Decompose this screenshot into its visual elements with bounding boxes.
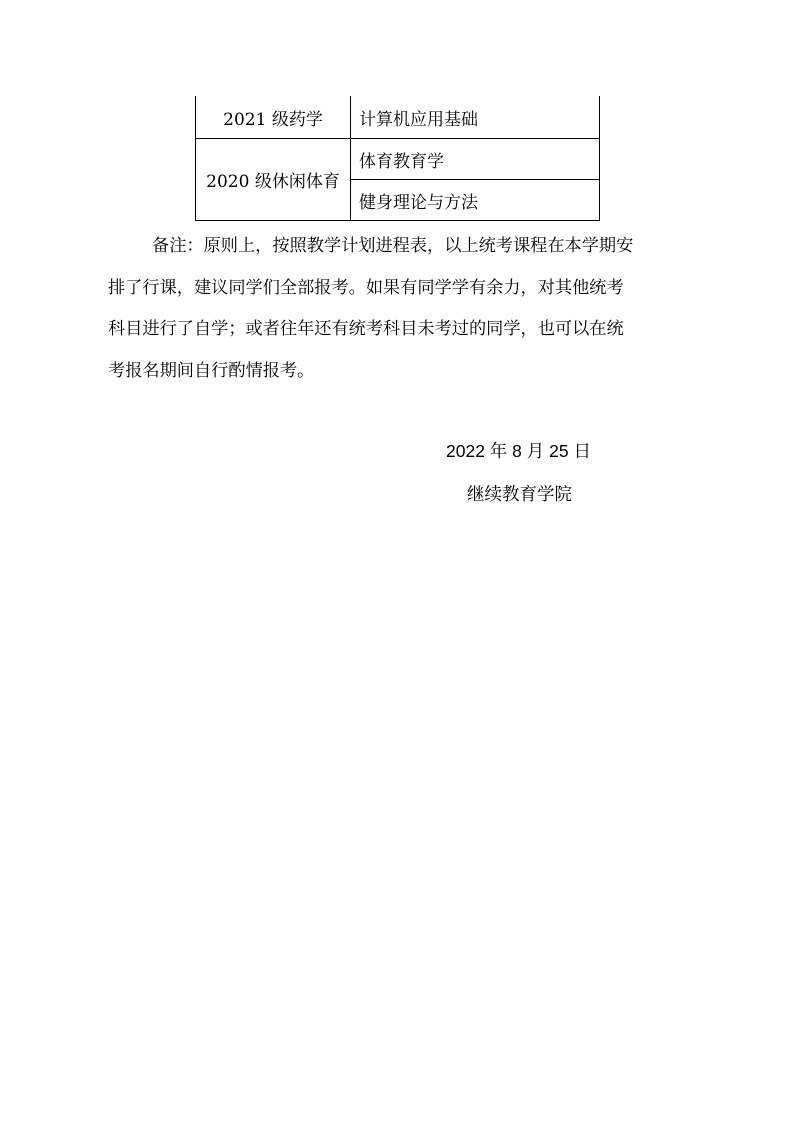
course-cell: 健身理论与方法 [351, 180, 600, 221]
note-paragraph [108, 226, 688, 392]
exam-course-table [195, 96, 600, 221]
table-row [196, 139, 600, 180]
note-line: 排了行课，建议同学们全部报考。如果有同学学有余力，对其他统考 [108, 277, 624, 298]
course-cell: 计算机应用基础 [351, 96, 600, 139]
signature-organization: 继续教育学院 [467, 485, 572, 505]
note-line: 科目进行了自学；或者往年还有统考科目未考过的同学，也可以在统 [108, 319, 624, 339]
major-cell-pharmacy: 2021 级药学 [196, 96, 351, 139]
note-line: 备注：原则上，按照教学计划进程表，以上统考课程在本学期安 [152, 236, 634, 256]
table-row [196, 96, 600, 139]
signature-date: 2022 年 8 月 25 日 [446, 441, 591, 461]
course-cell: 体育教育学 [351, 139, 600, 180]
note-line: 考报名期间自行酌情报考。 [108, 360, 315, 381]
major-cell-leisure-sports: 2020 级休闲体育 [196, 139, 351, 221]
